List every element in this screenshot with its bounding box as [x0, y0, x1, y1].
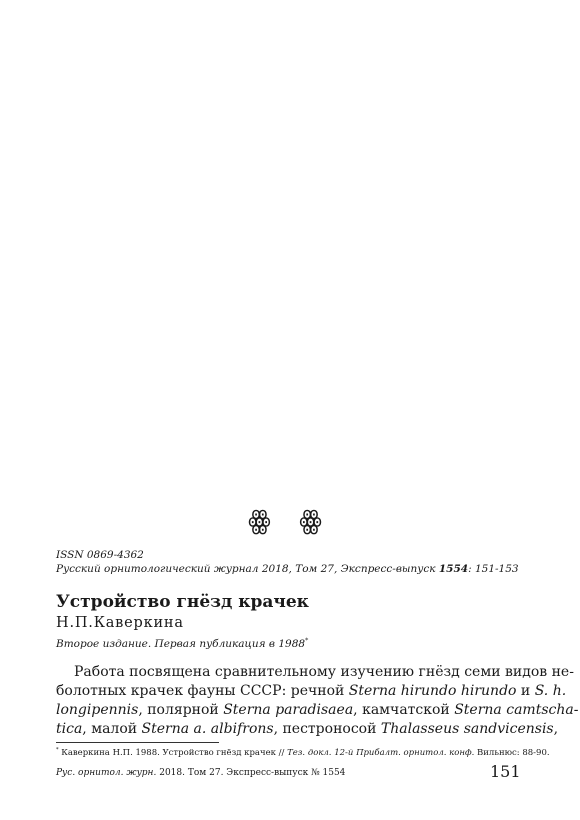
footnote-text: Каверкина Н.П. 1988. Устройство гнёзд крачек // [58, 748, 288, 758]
journal-abbrev: Рус. орнитол. журн. [56, 768, 157, 778]
species-name: Sterna camtscha- [454, 702, 579, 718]
body-text: , малой [82, 721, 142, 737]
footnote-source: Тез. докл. 12-й Прибалт. орнитол. конф. [287, 748, 475, 758]
footnote [56, 748, 550, 758]
species-name: longipennis [56, 702, 139, 718]
article-author: Н.П.Каверкина [56, 615, 184, 631]
body-text: болотных крачек фауны СССР: речной [56, 683, 349, 699]
species-name: Sterna hirundo hirundo [348, 683, 517, 699]
body-text-line [56, 682, 566, 701]
journal-pages: : 151-153 [468, 563, 519, 575]
species-name: Thalasseus sandvicensis [380, 721, 554, 737]
footnote-marker: * [305, 637, 309, 645]
journal-citation [56, 563, 519, 576]
body-text-line: Работа посвящена сравнительному изучению гнёзд семи видов не- [74, 664, 574, 680]
species-name: S. h. [534, 683, 567, 699]
running-footer [56, 768, 345, 778]
footnote-text: Вильнюс: 88-90. [474, 748, 550, 758]
body-text-line [56, 720, 558, 739]
journal-issue-number: 1554 [438, 563, 469, 575]
journal-citation-text: Русский орнитологический журнал 2018, Том 27, Экспресс-выпуск [56, 563, 439, 575]
body-text: , [553, 721, 559, 737]
body-text: , пестроносой [273, 721, 381, 737]
species-name: Sterna a. albifrons [141, 721, 274, 737]
species-name: tica [56, 721, 83, 737]
body-text: , камчатской [353, 702, 455, 718]
issn: ISSN 0869-4362 [56, 549, 144, 561]
footnote-marker: * [56, 747, 59, 754]
ornament-flourish: ꙮ ꙮ [248, 506, 332, 536]
body-text: и [516, 683, 535, 699]
body-text-line [56, 701, 578, 720]
footer-citation: 2018. Том 27. Экспресс-выпуск № 1554 [156, 768, 346, 778]
edition-note [56, 638, 308, 650]
page-number: 151 [490, 762, 521, 781]
body-text: , полярной [138, 702, 224, 718]
edition-text: Второе издание. Первая публикация в 1988 [56, 638, 306, 650]
article-title: Устройство гнёзд крачек [56, 592, 309, 612]
species-name: Sterna paradisaea [223, 702, 354, 718]
footnote-divider [56, 742, 219, 743]
